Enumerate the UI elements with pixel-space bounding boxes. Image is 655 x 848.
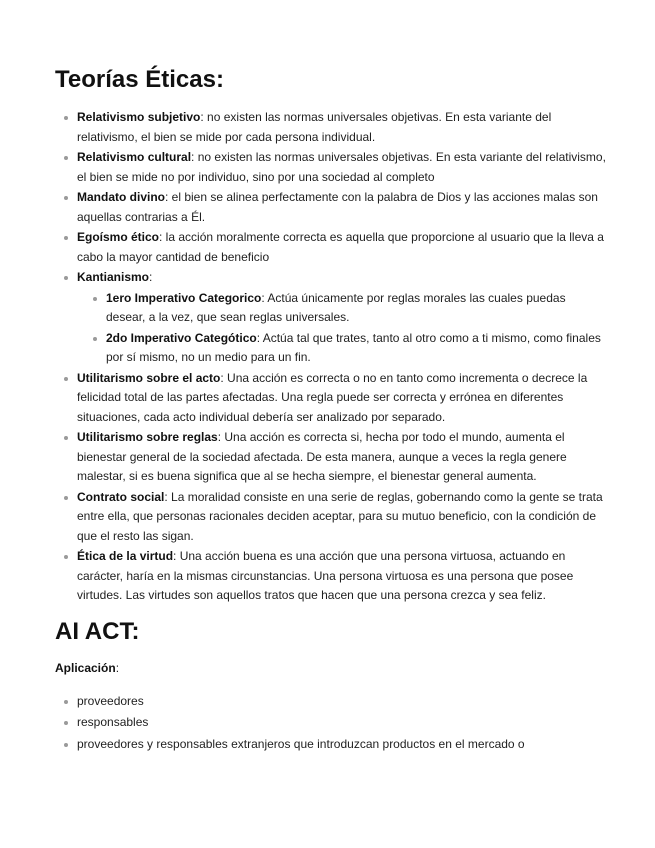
term: Mandato divino <box>77 190 165 204</box>
list-item <box>77 428 607 487</box>
heading-ai-act: AI ACT: <box>55 617 140 645</box>
term: Utilitarismo sobre reglas <box>77 430 218 444</box>
list-item-kantianismo <box>77 268 607 368</box>
sub-list-item <box>106 329 607 368</box>
list-item: proveedores <box>77 692 607 712</box>
aplicacion-paragraph <box>55 658 607 678</box>
aplicacion-suffix: : <box>115 660 120 675</box>
ethics-list <box>55 108 607 606</box>
list-item <box>77 488 607 547</box>
definition: : la acción moralmente correcta es aquella que proporcione al usuario que la lleva a cabo la mayor cantidad de beneficio <box>77 230 604 264</box>
aplicacion-label: Aplicación <box>55 660 116 675</box>
term: Contrato social <box>77 489 165 504</box>
list-item: proveedores y responsables extranjeros que introduzcan productos en el mercado o <box>77 735 607 755</box>
term: Kantianismo <box>77 270 150 284</box>
term: 1ero Imperativo Categorico <box>106 290 262 305</box>
sub-list-item <box>106 289 607 328</box>
list-item <box>77 108 607 147</box>
definition: : La moralidad consiste en una serie de reglas, gobernando como la gente se trata entre ella, que personas racionales deciden aceptar, para su mutuo beneficio, con la condición de que el resto las sigan. <box>77 489 603 543</box>
heading-teorias-eticas: Teorías Éticas: <box>55 66 224 93</box>
definition: : el bien se alinea perfectamente con la palabra de Dios y las acciones malas son aquellas contrarias a Él. <box>77 190 598 224</box>
definition: : no existen las normas universales objetivas. En esta variante del relativismo, el bien se mide no por individuo, sino por una sociedad al completo <box>77 150 606 184</box>
definition: : Una acción buena es una acción que una persona virtuosa, actuando en carácter, haría en la mismas circunstancias. Una persona virtuosa es una persona que posee virtudes. Las virtudes son aquellos tratos que hacen que una persona crezca y sea feliz. <box>77 549 574 602</box>
list-item <box>77 188 607 227</box>
definition: : Una acción es correcta o no en tanto como incrementa o decrece la felicidad total de las partes afectadas. Una regla puede ser correcta y errónea en diferentes situaciones, cada acto individual debería ser analizado por separado. <box>77 370 588 424</box>
term: Egoísmo ético <box>77 230 160 244</box>
list-item <box>77 547 607 606</box>
definition: : Actúa tal que trates, tanto al otro como a ti mismo, como finales por sí mismo, no un medio para un fin. <box>106 330 601 364</box>
term: 2do Imperativo Categótico <box>106 330 257 345</box>
list-item <box>77 228 607 267</box>
kant-sublist <box>77 289 607 368</box>
list-item <box>77 148 607 187</box>
definition: : no existen las normas universales objetivas. En esta variante del relativismo, el bien se mide por cada persona individual. <box>77 110 552 144</box>
term: Ética de la virtud <box>77 549 174 563</box>
aplicacion-list <box>55 692 607 755</box>
term: Relativismo cultural <box>77 150 192 164</box>
list-item <box>77 369 607 428</box>
definition: : Actúa únicamente por reglas morales las cuales puedas desear, a la vez, que sean reglas universales. <box>106 290 566 324</box>
definition: : <box>149 270 153 284</box>
definition: : Una acción es correcta si, hecha por todo el mundo, aumenta el bienestar general de la sociedad afectada. De esta manera, aunque a veces la regla genere malestar, si es buena significa que al se hecha siempre, el bienestar general aumenta. <box>77 430 567 483</box>
term: Utilitarismo sobre el acto <box>77 370 221 385</box>
list-item: responsables <box>77 713 607 733</box>
term: Relativismo subjetivo <box>77 110 201 124</box>
